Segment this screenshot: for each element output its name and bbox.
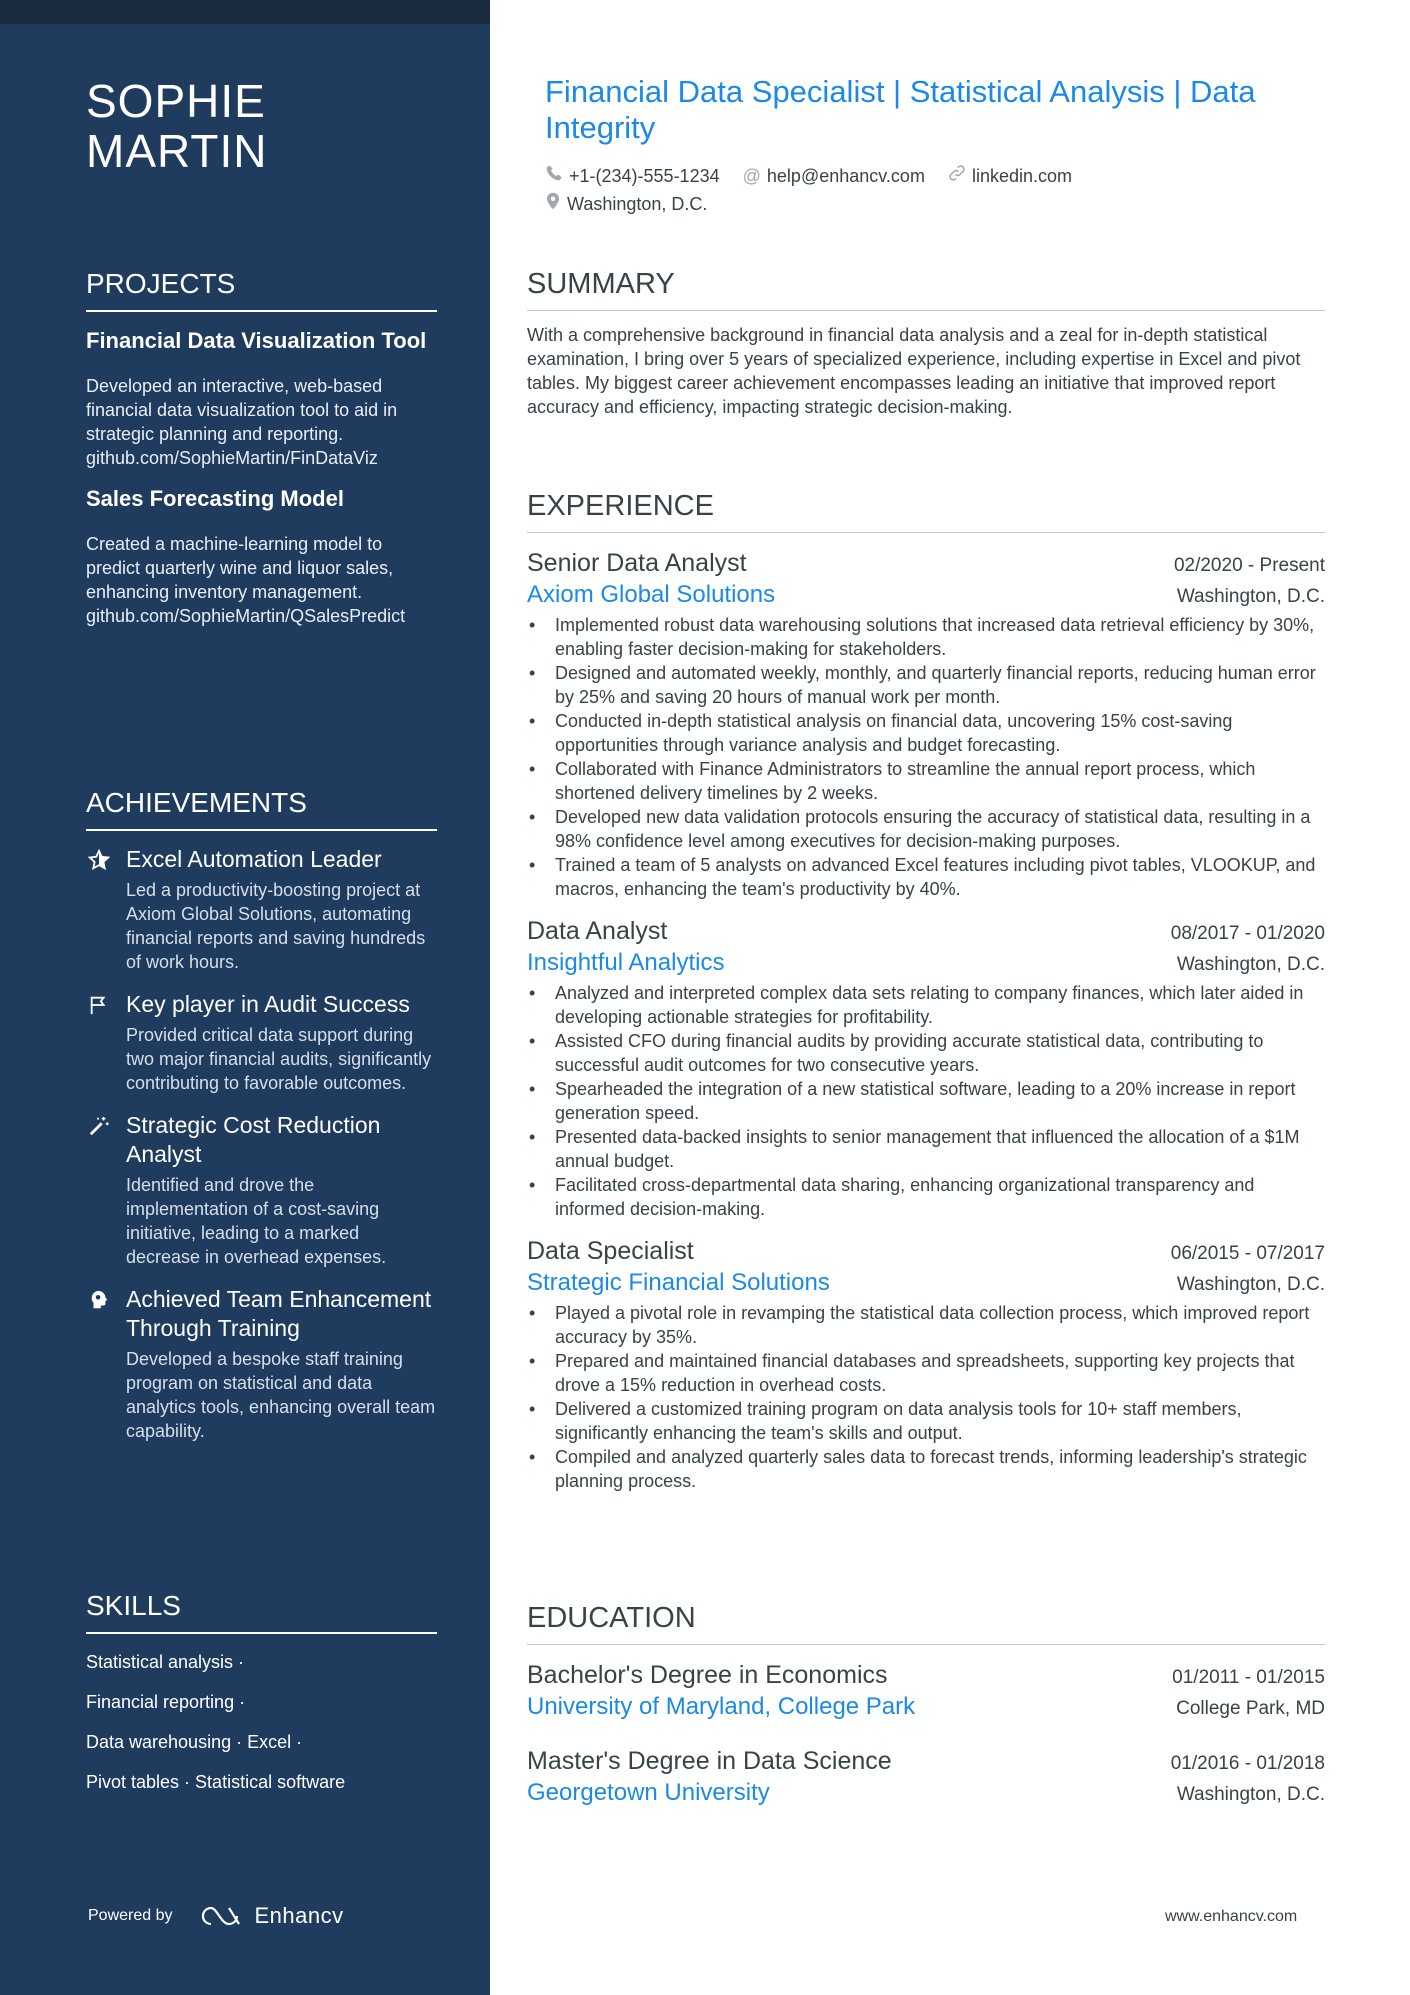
phone-icon — [545, 162, 563, 190]
magic-wand-icon — [86, 1113, 112, 1139]
company-name: Insightful Analytics — [527, 949, 725, 976]
achievement-desc: Identified and drove the implementation of a cost-saving initiative, leading to a marked decrease in overhead expenses. — [126, 1175, 387, 1267]
project-title: Sales Forecasting Model — [86, 486, 344, 511]
education-entry — [527, 1745, 1325, 1809]
skill-line: Financial reporting · — [86, 1692, 246, 1712]
name-first: SOPHIE — [86, 75, 266, 127]
job-dates: 08/2017 - 01/2020 — [1170, 923, 1325, 944]
bullet-item: • Trained a team of 5 analysts on advanced Excel features including pivot tables, VLOOKUP, and macros, enhancing the team's productivity by 40%. — [527, 853, 1325, 901]
school-name: Georgetown University — [527, 1779, 770, 1806]
bullet-item: • Compiled and analyzed quarterly sales data to forecast trends, informing leadership's strategic planning process. — [527, 1445, 1325, 1493]
bullet-item: • Implemented robust data warehousing solutions that increased data retrieval efficiency by 30%, enabling faster decision-making for stakeholders. — [527, 613, 1325, 661]
summary-section — [527, 266, 1325, 419]
project-description — [86, 374, 437, 470]
bullet-item: • Developed new data validation protocols ensuring the accuracy of statistical data, resulting in a 98% confidence level among executives for decision-making purposes. — [527, 805, 1325, 853]
achievement-item — [86, 1111, 437, 1269]
job-location: Washington, D.C. — [1176, 954, 1325, 975]
projects-title: PROJECTS — [86, 266, 437, 312]
sidebar-top-bar — [0, 0, 490, 24]
powered-by-label: Powered by — [88, 1907, 173, 1924]
bullet-item: • Spearheaded the integration of a new statistical software, leading to a 20% increase in report generation speed. — [527, 1077, 1325, 1125]
achievement-item — [86, 990, 437, 1095]
summary-text: With a comprehensive background in financial data analysis and a zeal for in-depth statistical examination, I bring over 5 years of specialized experience, including expertise in Excel and pivot tables. My biggest career achievement encompasses leading an initiative that improved report accuracy and efficiency, impacting strategic decision-making. — [527, 325, 1301, 417]
achievement-title: Excel Automation Leader — [126, 846, 382, 872]
bullet-item: • Played a pivotal role in revamping the statistical data collection process, which improved report accuracy by 35%. — [527, 1301, 1325, 1349]
skill-line: Pivot tables · Statistical software — [86, 1772, 346, 1792]
school-location: College Park, MD — [1176, 1698, 1325, 1719]
experience-section — [527, 488, 1325, 1493]
education-title: EDUCATION — [527, 1600, 1325, 1645]
contact-info — [545, 162, 1305, 218]
project-link[interactable]: github.com/SophieMartin/QSalesPredict — [86, 606, 406, 626]
bullet-item: • Facilitated cross-departmental data sharing, enhancing organizational transparency and informed decision-making. — [527, 1173, 1325, 1221]
experience-title: EXPERIENCE — [527, 488, 1325, 533]
bullet-item: • Prepared and maintained financial databases and spreadsheets, supporting key projects that drove a 15% reduction in overhead costs. — [527, 1349, 1325, 1397]
company-name: Axiom Global Solutions — [527, 581, 776, 608]
skill-line: Data warehousing · Excel · — [86, 1732, 303, 1752]
project-item — [86, 484, 437, 628]
email-text[interactable]: help@enhancv.com — [766, 166, 925, 186]
degree: Master's Degree in Data Science — [527, 1747, 892, 1775]
achievement-title: Strategic Cost Reduction Analyst — [126, 1112, 381, 1167]
link-icon — [948, 162, 966, 190]
name-last: MARTIN — [86, 125, 268, 177]
achievement-desc: Developed a bespoke staff training program on statistical and data analytics tools, enhancing overall team capability. — [126, 1349, 436, 1441]
contact-linkedin — [948, 162, 1072, 190]
contact-phone — [545, 162, 720, 190]
job-title: Senior Data Analyst — [527, 549, 747, 577]
achievement-item — [86, 845, 437, 974]
school-location: Washington, D.C. — [1176, 1784, 1325, 1805]
education-dates: 01/2011 - 01/2015 — [1172, 1667, 1325, 1688]
job-bullets — [527, 1301, 1325, 1493]
job-dates: 06/2015 - 07/2017 — [1170, 1243, 1325, 1264]
linkedin-text[interactable]: linkedin.com — [971, 166, 1072, 186]
achievement-desc: Led a productivity-boosting project at Axiom Global Solutions, automating financial reports and saving hundreds of work hours. — [126, 880, 426, 972]
job-location: Washington, D.C. — [1176, 1274, 1325, 1295]
projects-section — [86, 266, 437, 628]
achievement-item — [86, 1285, 437, 1443]
flag-icon — [86, 992, 112, 1018]
at-sign-icon: @ — [742, 166, 761, 186]
footer-url[interactable]: www.enhancv.com — [1165, 1908, 1298, 1925]
job-dates: 02/2020 - Present — [1173, 555, 1325, 576]
skills-title: SKILLS — [86, 1588, 437, 1634]
achievement-title: Key player in Audit Success — [126, 991, 410, 1017]
skill-line: Statistical analysis · — [86, 1652, 245, 1672]
phone-text[interactable]: +1-(234)-555-1234 — [569, 166, 720, 186]
bullet-item: • Delivered a customized training program on data analysis tools for 10+ staff members, significantly enhancing the team's skills and output. — [527, 1397, 1325, 1445]
project-description — [86, 532, 437, 628]
bullet-item: • Designed and automated weekly, monthly, and quarterly financial reports, reducing human error by 25% and saving 20 hours of manual work per month. — [527, 661, 1325, 709]
education-section — [527, 1600, 1325, 1809]
project-item — [86, 326, 437, 470]
bullet-item: • Conducted in-depth statistical analysis on financial data, uncovering 15% cost-saving opportunities through variance analysis and budget forecasting. — [527, 709, 1325, 757]
achievement-desc: Provided critical data support during two major financial audits, significantly contributing to favorable outcomes. — [126, 1025, 432, 1093]
school-name: University of Maryland, College Park — [527, 1693, 916, 1720]
achievements-section — [86, 785, 437, 1443]
job-bullets — [527, 613, 1325, 901]
head-brain-icon — [86, 1287, 112, 1313]
achievements-title: ACHIEVEMENTS — [86, 785, 437, 831]
bullet-item: • Collaborated with Finance Administrators to streamline the annual report process, which shortened delivery timelines by 2 weeks. — [527, 757, 1325, 805]
enhancv-logo-icon — [199, 1904, 245, 1928]
job-title: Data Analyst — [527, 917, 668, 945]
summary-title: SUMMARY — [527, 266, 1325, 311]
location-text: Washington, D.C. — [567, 194, 708, 214]
enhancv-brand: Enhancv — [254, 1903, 344, 1928]
skills-section — [86, 1588, 437, 1794]
enhancv-logo[interactable] — [199, 1903, 344, 1929]
powered-by — [88, 1903, 344, 1929]
candidate-name — [86, 76, 268, 176]
job-location: Washington, D.C. — [1176, 586, 1325, 607]
star-icon — [86, 847, 112, 873]
project-desc-text: Developed an interactive, web-based financial data visualization tool to aid in strategic planning and reporting. — [86, 376, 398, 444]
project-desc-text: Created a machine-learning model to predict quarterly wine and liquor sales, enhancing inventory management. — [86, 534, 394, 602]
degree: Bachelor's Degree in Economics — [527, 1661, 888, 1689]
location-pin-icon — [545, 190, 561, 218]
bullet-item: • Assisted CFO during financial audits by providing accurate statistical data, contributing to successful audit outcomes for two consecutive years. — [527, 1029, 1325, 1077]
job-entry — [527, 547, 1325, 901]
bullet-item: • Analyzed and interpreted complex data sets relating to company finances, which later aided in developing actionable strategies for profitability. — [527, 981, 1325, 1029]
project-title: Financial Data Visualization Tool — [86, 328, 427, 353]
company-name: Strategic Financial Solutions — [527, 1269, 830, 1296]
achievement-title: Achieved Team Enhancement Through Training — [126, 1286, 432, 1341]
contact-location — [545, 190, 707, 218]
project-link[interactable]: github.com/SophieMartin/FinDataViz — [86, 448, 378, 468]
contact-email — [743, 162, 925, 190]
job-title: Data Specialist — [527, 1237, 694, 1265]
bullet-item: • Presented data-backed insights to senior management that influenced the allocation of a $1M annual budget. — [527, 1125, 1325, 1173]
job-bullets — [527, 981, 1325, 1221]
headline: Financial Data Specialist | Statistical Analysis | Data Integrity — [545, 74, 1256, 145]
job-entry — [527, 1235, 1325, 1493]
job-entry — [527, 915, 1325, 1221]
education-entry — [527, 1659, 1325, 1723]
sidebar — [0, 0, 490, 1995]
education-dates: 01/2016 - 01/2018 — [1170, 1753, 1325, 1774]
